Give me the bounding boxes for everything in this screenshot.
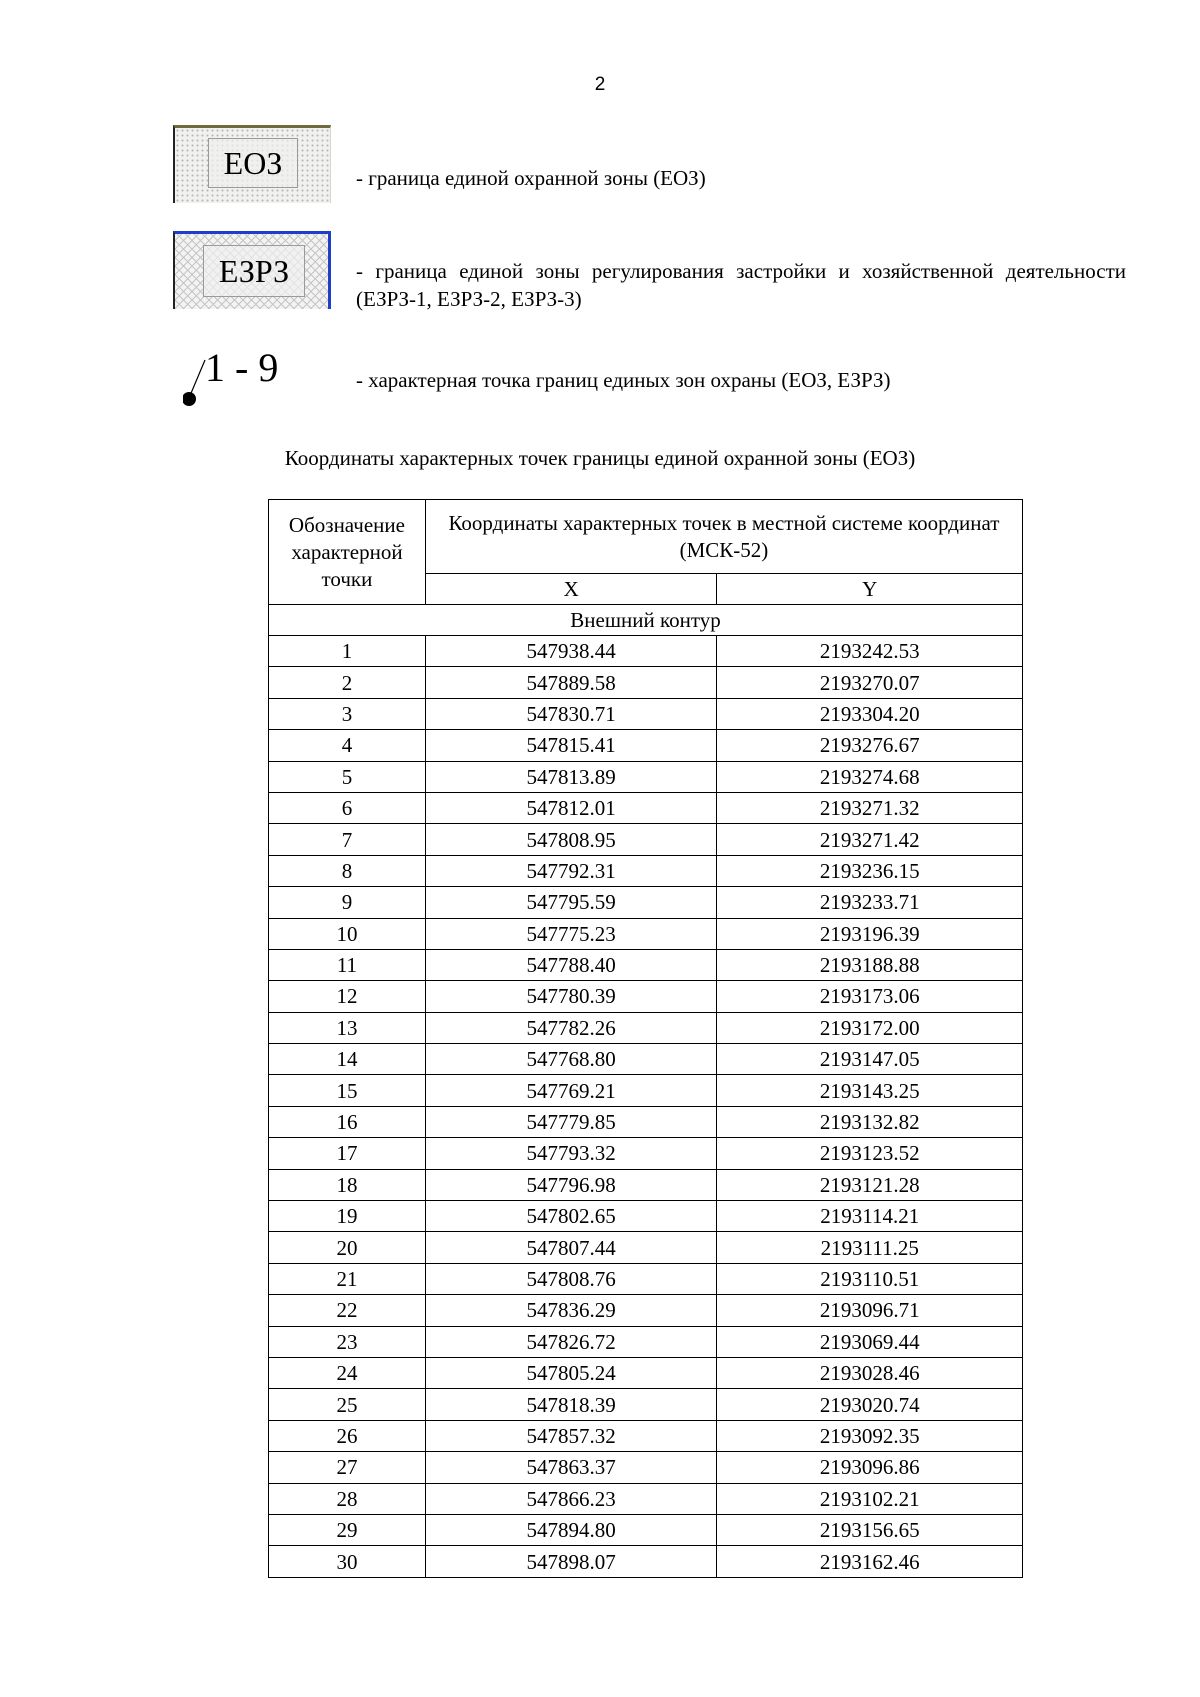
y-coordinate-cell: 2193092.35 [717,1420,1023,1451]
point-number-cell: 8 [269,855,426,886]
point-number-cell: 11 [269,949,426,980]
point-number-cell: 30 [269,1546,426,1577]
y-coordinate-cell: 2193110.51 [717,1263,1023,1294]
x-coordinate-cell: 547788.40 [425,949,717,980]
x-coordinate-cell: 547775.23 [425,918,717,949]
point-number-cell: 5 [269,761,426,792]
x-coordinate-cell: 547780.39 [425,981,717,1012]
table-row [269,1263,1023,1294]
table-row [269,1452,1023,1483]
point-number-cell: 25 [269,1389,426,1420]
x-coordinate-cell: 547769.21 [425,1075,717,1106]
table-row [269,1169,1023,1200]
point-number-cell: 24 [269,1357,426,1388]
header-y: Y [717,574,1023,605]
point-number-cell: 4 [269,730,426,761]
table-row [269,1012,1023,1043]
y-coordinate-cell: 2193132.82 [717,1106,1023,1137]
table-row [269,1201,1023,1232]
table-row [269,1106,1023,1137]
x-coordinate-cell: 547793.32 [425,1138,717,1169]
y-coordinate-cell: 2193096.86 [717,1452,1023,1483]
legend-text-eoz: - граница единой охранной зоны (ЕОЗ) [356,166,706,190]
table-row [269,1357,1023,1388]
table-row [269,667,1023,698]
point-number-cell: 28 [269,1483,426,1514]
table-row [269,1295,1023,1326]
point-number-cell: 2 [269,667,426,698]
page-number: 2 [594,74,606,95]
point-number-cell: 10 [269,918,426,949]
x-coordinate-cell: 547889.58 [425,667,717,698]
y-coordinate-cell: 2193233.71 [717,887,1023,918]
x-coordinate-cell: 547830.71 [425,698,717,729]
y-coordinate-cell: 2193156.65 [717,1514,1023,1545]
ezrz-swatch-label: ЕЗРЗ [203,245,305,297]
point-number-cell: 23 [269,1326,426,1357]
y-coordinate-cell: 2193271.42 [717,824,1023,855]
x-coordinate-cell: 547768.80 [425,1044,717,1075]
point-number-cell: 16 [269,1106,426,1137]
point-number-cell: 15 [269,1075,426,1106]
x-coordinate-cell: 547807.44 [425,1232,717,1263]
x-coordinate-cell: 547812.01 [425,792,717,823]
eoz-swatch-label: ЕОЗ [208,138,298,188]
point-number-cell: 1 [269,636,426,667]
x-coordinate-cell: 547818.39 [425,1389,717,1420]
coordinates-table [268,499,1023,1578]
table-row [269,1138,1023,1169]
y-coordinate-cell: 2193274.68 [717,761,1023,792]
x-coordinate-cell: 547866.23 [425,1483,717,1514]
table-row [269,1546,1023,1577]
table-row [269,1232,1023,1263]
table-row [269,698,1023,729]
x-coordinate-cell: 547805.24 [425,1357,717,1388]
point-number-cell: 21 [269,1263,426,1294]
point-number-cell: 13 [269,1012,426,1043]
table-row [269,1326,1023,1357]
y-coordinate-cell: 2193270.07 [717,667,1023,698]
point-number-cell: 22 [269,1295,426,1326]
y-coordinate-cell: 2193143.25 [717,1075,1023,1106]
section-outer-contour: Внешний контур [269,605,1023,636]
y-coordinate-cell: 2193121.28 [717,1169,1023,1200]
y-coordinate-cell: 2193242.53 [717,636,1023,667]
x-coordinate-cell: 547863.37 [425,1452,717,1483]
point-number-cell: 17 [269,1138,426,1169]
x-coordinate-cell: 547826.72 [425,1326,717,1357]
eoz-legend-swatch [173,125,331,203]
y-coordinate-cell: 2193020.74 [717,1389,1023,1420]
table-title: Координаты характерных точек границы единой охранной зоны (ЕОЗ) [284,446,916,470]
table-row [269,1420,1023,1451]
point-number-cell: 19 [269,1201,426,1232]
x-coordinate-cell: 547938.44 [425,636,717,667]
x-coordinate-cell: 547782.26 [425,1012,717,1043]
x-coordinate-cell: 547802.65 [425,1201,717,1232]
header-point-designation: Обозначение характерной точки [269,500,426,605]
table-row [269,1044,1023,1075]
y-coordinate-cell: 2193173.06 [717,981,1023,1012]
y-coordinate-cell: 2193123.52 [717,1138,1023,1169]
y-coordinate-cell: 2193188.88 [717,949,1023,980]
header-x: X [425,574,717,605]
point-number-cell: 14 [269,1044,426,1075]
y-coordinate-cell: 2193196.39 [717,918,1023,949]
y-coordinate-cell: 2193096.71 [717,1295,1023,1326]
y-coordinate-cell: 2193304.20 [717,698,1023,729]
point-marker-sample [173,345,313,422]
point-range-label: 1 - 9 [205,345,279,390]
table-row [269,1075,1023,1106]
table-row [269,918,1023,949]
y-coordinate-cell: 2193069.44 [717,1326,1023,1357]
point-number-cell: 29 [269,1514,426,1545]
y-coordinate-cell: 2193102.21 [717,1483,1023,1514]
point-number-cell: 6 [269,792,426,823]
point-number-cell: 9 [269,887,426,918]
x-coordinate-cell: 547857.32 [425,1420,717,1451]
y-coordinate-cell: 2193276.67 [717,730,1023,761]
x-coordinate-cell: 547813.89 [425,761,717,792]
x-coordinate-cell: 547792.31 [425,855,717,886]
x-coordinate-cell: 547779.85 [425,1106,717,1137]
y-coordinate-cell: 2193114.21 [717,1201,1023,1232]
y-coordinate-cell: 2193147.05 [717,1044,1023,1075]
point-number-cell: 7 [269,824,426,855]
point-number-cell: 3 [269,698,426,729]
x-coordinate-cell: 547795.59 [425,887,717,918]
point-number-cell: 18 [269,1169,426,1200]
point-number-cell: 12 [269,981,426,1012]
y-coordinate-cell: 2193111.25 [717,1232,1023,1263]
table-row [269,792,1023,823]
legend-text-ezrz: - граница единой зоны регулирования застройки и хозяйственной деятельности (ЕЗРЗ-1, ЕЗРЗ-2, ЕЗРЗ-3) [356,259,1126,311]
table-row [269,761,1023,792]
point-number-cell: 26 [269,1420,426,1451]
header-coordinates: Координаты характерных точек в местной системе координат (МСК-52) [425,500,1022,574]
y-coordinate-cell: 2193172.00 [717,1012,1023,1043]
y-coordinate-cell: 2193162.46 [717,1546,1023,1577]
table-row [269,1483,1023,1514]
point-number-cell: 20 [269,1232,426,1263]
table-row [269,824,1023,855]
x-coordinate-cell: 547898.07 [425,1546,717,1577]
x-coordinate-cell: 547808.95 [425,824,717,855]
y-coordinate-cell: 2193028.46 [717,1357,1023,1388]
table-row [269,887,1023,918]
y-coordinate-cell: 2193236.15 [717,855,1023,886]
table-row [269,1389,1023,1420]
x-coordinate-cell: 547796.98 [425,1169,717,1200]
table-row [269,1514,1023,1545]
table-row [269,981,1023,1012]
x-coordinate-cell: 547836.29 [425,1295,717,1326]
x-coordinate-cell: 547894.80 [425,1514,717,1545]
x-coordinate-cell: 547808.76 [425,1263,717,1294]
x-coordinate-cell: 547815.41 [425,730,717,761]
legend-text-point: - характерная точка границ единых зон охраны (ЕОЗ, ЕЗРЗ) [356,368,891,392]
table-row [269,730,1023,761]
table-row [269,636,1023,667]
y-coordinate-cell: 2193271.32 [717,792,1023,823]
ezrz-legend-swatch [173,231,331,309]
table-row [269,855,1023,886]
point-number-cell: 27 [269,1452,426,1483]
table-row [269,949,1023,980]
